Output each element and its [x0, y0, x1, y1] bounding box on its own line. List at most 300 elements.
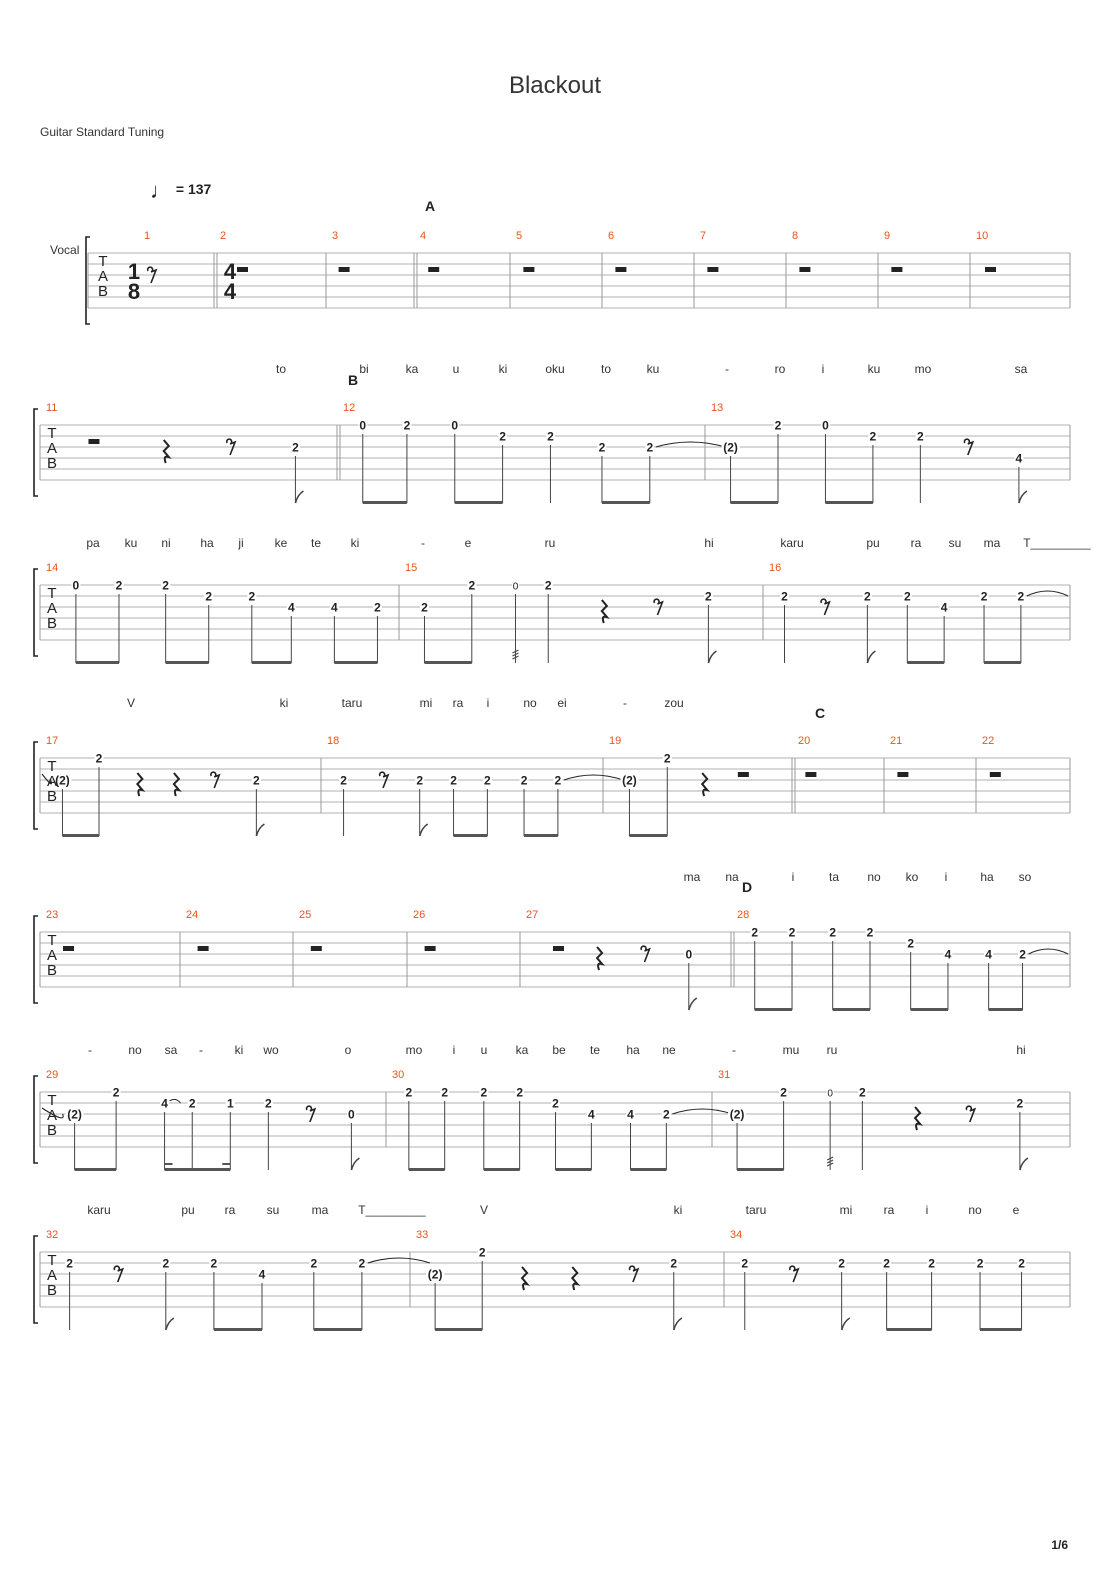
fret-number: 2	[780, 1085, 787, 1100]
lyric-syllable: be	[552, 1043, 566, 1057]
system-bracket	[34, 1076, 38, 1163]
eighth-flag	[1019, 491, 1027, 503]
measure-number: 18	[327, 735, 340, 747]
fret-number: 2	[928, 1256, 935, 1271]
tuning-label: Guitar Standard Tuning	[40, 125, 165, 139]
note-beam	[165, 1168, 231, 1171]
whole-rest	[799, 267, 810, 272]
lyric-syllable: su	[948, 536, 962, 550]
whole-rest	[428, 267, 439, 272]
tie-arc	[656, 442, 725, 447]
system-bracket	[34, 569, 38, 656]
fret-number: 2	[310, 1256, 318, 1271]
whole-rest	[897, 772, 908, 777]
measure-number: 14	[46, 562, 59, 574]
tab-clef-t: T	[98, 253, 108, 270]
eighth-flag	[256, 824, 264, 836]
lyric-syllable: u	[452, 362, 460, 376]
lyric-syllable: ki	[498, 362, 508, 376]
quarter-rest	[602, 600, 607, 623]
tab-clef-t: T	[47, 932, 57, 949]
system-bracket	[34, 1236, 38, 1323]
tie-arc	[672, 1109, 732, 1114]
note-beam	[631, 1168, 667, 1171]
fret-number: 4	[161, 1096, 168, 1111]
lyric-syllable: taru	[341, 696, 363, 710]
tab-clef-b: B	[46, 1282, 58, 1299]
fret-number: 2	[829, 925, 837, 940]
measure-number: 32	[46, 1229, 59, 1241]
fret-number: 2	[1019, 947, 1026, 962]
measure-number: 22	[982, 735, 995, 747]
measure-number: 16	[769, 562, 782, 574]
lyric-syllable: to	[275, 362, 287, 376]
quarter-rest	[915, 1107, 920, 1130]
tab-clef-a: A	[46, 1107, 58, 1124]
whole-rest	[198, 946, 209, 951]
section-marker: C	[814, 705, 826, 721]
section-marker: A	[424, 198, 436, 214]
note-beam	[166, 661, 209, 664]
lyric-syllable: no	[523, 696, 537, 710]
tab-clef-a: A	[46, 773, 58, 790]
whole-rest	[425, 946, 436, 951]
note-beam	[980, 1328, 1022, 1331]
eighth-flag	[674, 1318, 682, 1330]
lyric-syllable: ra	[883, 1203, 895, 1217]
measure-number: 24	[186, 909, 199, 921]
fret-number: 2	[859, 1085, 866, 1100]
fret-number: 4	[287, 600, 295, 615]
fret-number: 4	[258, 1267, 266, 1282]
note-beam	[363, 501, 407, 504]
lyric-syllable: i	[791, 870, 795, 884]
eighth-flag	[295, 491, 303, 503]
tab-clef-b: B	[97, 283, 109, 300]
quarter-rest	[597, 947, 602, 970]
lyric-syllable: mo	[914, 362, 932, 376]
fret-number: 2	[866, 925, 874, 940]
fret-number: 2	[112, 1085, 120, 1100]
lyric-syllable: ki	[350, 536, 360, 550]
tab-clef-a: A	[46, 947, 58, 964]
eighth-flag	[1020, 1158, 1028, 1170]
fret-number: 2	[484, 773, 491, 788]
lyric-syllable: T_________	[358, 1203, 426, 1217]
lyric-syllable: i	[486, 696, 490, 710]
fret-number: 2	[781, 589, 788, 604]
tempo-value: = 137	[175, 181, 212, 197]
system-bracket	[34, 916, 38, 1003]
tie-arc	[368, 1258, 430, 1263]
lyric-syllable: so	[1018, 870, 1032, 884]
note-beam	[524, 834, 558, 837]
eighth-flag	[867, 651, 875, 663]
measure-number: 6	[608, 230, 615, 242]
lyric-syllable: su	[266, 1203, 280, 1217]
note-beam	[314, 1328, 362, 1331]
fret-number: 2	[663, 1107, 670, 1122]
fret-number: 2	[980, 589, 988, 604]
fret-number: (2)	[427, 1267, 443, 1282]
measure-number: 8	[792, 230, 799, 242]
note-beam	[825, 501, 872, 504]
lyric-syllable: mo	[405, 1043, 423, 1057]
note-beam	[62, 834, 99, 837]
fret-number: 2	[205, 589, 213, 604]
tab-system	[34, 409, 1070, 504]
quarter-rest	[702, 773, 707, 796]
fret-number: 1	[226, 1096, 234, 1111]
lyric-syllable: ra	[452, 696, 464, 710]
whole-rest	[990, 772, 1001, 777]
half-rest	[553, 946, 564, 951]
measure-number: 29	[46, 1069, 59, 1081]
lyric-syllable: o	[344, 1043, 352, 1057]
fret-number: 2	[188, 1096, 196, 1111]
note-beam	[424, 661, 471, 664]
lyric-syllable: -	[421, 536, 425, 550]
fret-number: 2	[976, 1256, 984, 1271]
fret-number: (2)	[729, 1107, 745, 1122]
lyric-syllable: pu	[866, 536, 880, 550]
measure-number: 7	[700, 230, 707, 242]
fret-number: 2	[547, 429, 554, 444]
fret-number: 2	[340, 773, 347, 788]
lyric-syllable: pu	[181, 1203, 195, 1217]
fret-number: 2	[598, 440, 606, 455]
lyric-syllable: V	[479, 1203, 489, 1217]
note-beam	[833, 1008, 870, 1011]
tie-arc	[564, 775, 623, 780]
fret-number: 2	[499, 429, 506, 444]
tab-system	[34, 1236, 1070, 1331]
tab-system	[34, 916, 1070, 1011]
fret-number: 2	[788, 925, 796, 940]
fret-number: 4	[985, 947, 992, 962]
fret-number: 2	[741, 1256, 749, 1271]
fret-number: 0	[451, 418, 459, 433]
measure-number: 10	[976, 230, 989, 242]
instrument-label: Vocal	[50, 243, 80, 257]
note-beam	[455, 501, 503, 504]
tie-arc	[1027, 591, 1068, 596]
whole-rest	[985, 267, 996, 272]
fret-number: 2	[1017, 589, 1025, 604]
quarter-note-icon: ♩	[150, 178, 172, 203]
lyric-syllable: -	[88, 1043, 92, 1057]
lyric-syllable: te	[589, 1043, 601, 1057]
note-beam	[907, 661, 944, 664]
fret-number: 4	[588, 1107, 595, 1122]
fret-number: 2	[705, 589, 712, 604]
fret-number: (2)	[723, 440, 738, 455]
fret-number: 2	[869, 429, 877, 444]
fret-number: (2)	[67, 1107, 82, 1122]
lyric-syllable: ru	[544, 536, 556, 550]
fret-number: 0	[512, 581, 519, 593]
fret-number: 0	[827, 1088, 833, 1100]
fret-number: 0	[359, 418, 367, 433]
fret-number: 2	[265, 1096, 272, 1111]
lyric-syllable: karu	[87, 1203, 111, 1217]
note-beam	[409, 1168, 445, 1171]
lyric-syllable: ma	[983, 536, 1001, 550]
lyric-syllable: i	[821, 362, 825, 376]
fret-number: 2	[907, 936, 915, 951]
lyric-syllable: no	[968, 1203, 982, 1217]
fret-number: 4	[627, 1107, 634, 1122]
lyric-syllable: ku	[646, 362, 660, 376]
lyric-syllable: wo	[263, 1043, 279, 1057]
measure-number: 26	[413, 909, 426, 921]
fret-number: 4	[940, 600, 948, 615]
fret-number: 2	[162, 578, 169, 593]
fret-number: 2	[210, 1256, 218, 1271]
fret-number: 2	[358, 1256, 366, 1271]
measure-number: 30	[392, 1069, 405, 1081]
note-beam	[755, 1008, 792, 1011]
tab-clef-t: T	[47, 1252, 57, 1269]
quarter-rest	[572, 1267, 577, 1290]
lyric-syllable: ku	[124, 536, 138, 550]
lyric-syllable: ki	[673, 1203, 683, 1217]
measure-number: 19	[609, 735, 622, 747]
lyric-syllable: ha	[200, 536, 214, 550]
fret-number: 2	[95, 751, 103, 766]
fret-number: 2	[516, 1085, 524, 1100]
measure-number: 20	[798, 735, 811, 747]
quarter-rest	[137, 773, 142, 796]
lyric-syllable: ro	[774, 362, 786, 376]
tab-clef-b: B	[46, 455, 58, 472]
fret-number: 2	[670, 1256, 678, 1271]
lyric-syllable: ha	[626, 1043, 640, 1057]
fret-number: 2	[421, 600, 428, 615]
half-rest	[738, 772, 749, 777]
fret-number: 2	[292, 440, 299, 455]
lyric-syllable: hi	[704, 536, 714, 550]
lyric-syllable: ei	[557, 696, 567, 710]
fret-number: 2	[253, 773, 260, 788]
fret-number: 2	[66, 1256, 73, 1271]
fret-number: 2	[1018, 1256, 1025, 1271]
lyric-syllable: ta	[828, 870, 840, 884]
quarter-rest	[522, 1267, 527, 1290]
tab-clef-a: A	[97, 268, 109, 285]
note-beam	[76, 661, 119, 664]
tab-system	[34, 569, 1070, 664]
lyric-syllable: i	[944, 870, 948, 884]
lyric-syllable: T_________	[1023, 536, 1091, 550]
lyric-syllable: pa	[86, 536, 100, 550]
measure-number: 15	[405, 562, 418, 574]
fret-number: (2)	[55, 773, 70, 788]
lyric-syllable: ku	[867, 362, 881, 376]
whole-rest	[805, 772, 816, 777]
lyric-syllable: ru	[826, 1043, 838, 1057]
lyric-syllable: ni	[161, 536, 171, 550]
quarter-rest	[164, 440, 169, 463]
lyric-syllable: ma	[311, 1203, 329, 1217]
eighth-flag	[689, 998, 697, 1010]
measure-number: 34	[730, 1229, 743, 1241]
fret-number: 2	[416, 773, 424, 788]
lyric-syllable: V	[126, 696, 136, 710]
fret-number: 2	[115, 578, 123, 593]
half-rest	[88, 439, 99, 444]
whole-rest	[63, 946, 74, 951]
lyric-syllable: no	[867, 870, 881, 884]
lyric-syllable: bi	[359, 362, 369, 376]
time-sig-top: 4	[223, 259, 237, 284]
lyric-syllable: mi	[839, 1203, 853, 1217]
measure-number: 2	[220, 230, 227, 242]
fret-number: 2	[480, 1085, 488, 1100]
whole-rest	[615, 267, 626, 272]
slide-mark	[170, 1099, 181, 1103]
tab-clef-t: T	[47, 1092, 57, 1109]
page-number: 1/6	[1051, 1538, 1068, 1552]
fret-number: 2	[162, 1256, 170, 1271]
lyric-syllable: u	[480, 1043, 488, 1057]
note-beam	[214, 1328, 262, 1331]
eighth-flag	[708, 651, 716, 663]
fret-number: 2	[248, 589, 256, 604]
system-bracket	[34, 742, 38, 829]
measure-number: 25	[299, 909, 312, 921]
whole-rest	[891, 267, 902, 272]
note-beam	[75, 1168, 117, 1171]
measure-number: 11	[46, 402, 58, 414]
tab-clef-b: B	[46, 1122, 58, 1139]
fret-number: 2	[751, 925, 759, 940]
sixteenth-beam	[222, 1163, 230, 1165]
fret-number: 2	[663, 751, 671, 766]
note-beam	[556, 1168, 592, 1171]
eighth-flag	[166, 1318, 174, 1330]
lyric-syllable: mi	[419, 696, 433, 710]
fret-number: 2	[544, 578, 552, 593]
lyric-syllable: -	[623, 696, 627, 710]
fret-number: 2	[468, 578, 476, 593]
measure-number: 28	[737, 909, 750, 921]
fret-number: 0	[72, 578, 80, 593]
fret-number: 2	[403, 418, 411, 433]
note-beam	[984, 661, 1021, 664]
measure-number: 1	[144, 230, 151, 242]
fret-number: 2	[774, 418, 782, 433]
lyric-syllable: ki	[279, 696, 289, 710]
quarter-rest	[174, 773, 179, 796]
lyric-syllable: oku	[545, 362, 565, 376]
lyric-syllable: ra	[224, 1203, 236, 1217]
fret-number: 2	[838, 1256, 845, 1271]
whole-rest	[523, 267, 534, 272]
lyric-syllable: karu	[780, 536, 804, 550]
lyric-syllable: ma	[683, 870, 701, 884]
lyric-syllable: -	[732, 1043, 736, 1057]
lyric-syllable: ne	[662, 1043, 676, 1057]
measure-number: 9	[884, 230, 891, 242]
tab-system	[34, 1076, 1070, 1171]
eighth-flag	[842, 1318, 850, 1330]
measure-number: 33	[416, 1229, 429, 1241]
whole-rest	[237, 267, 248, 272]
tab-clef-t: T	[47, 585, 57, 602]
lyric-syllable: ra	[910, 536, 922, 550]
measure-number: 31	[718, 1069, 731, 1081]
section-marker: B	[347, 372, 359, 388]
lyric-syllable: ka	[405, 362, 419, 376]
system-bracket	[34, 409, 38, 496]
fret-number: 2	[441, 1085, 449, 1100]
fret-number: 2	[450, 773, 457, 788]
lyric-syllable: sa	[1014, 362, 1028, 376]
measure-number: 27	[526, 909, 539, 921]
lyric-syllable: ko	[905, 870, 919, 884]
tie-arc	[1029, 949, 1068, 954]
lyric-syllable: ke	[274, 536, 288, 550]
tab-clef-a: A	[46, 600, 58, 617]
eighth-flag	[420, 824, 428, 836]
fret-number: 2	[374, 600, 381, 615]
lyric-syllable: zou	[664, 696, 684, 710]
note-beam	[602, 501, 650, 504]
measure-number: 5	[516, 230, 523, 242]
lyric-syllable: hi	[1016, 1043, 1026, 1057]
lyric-syllable: i	[452, 1043, 456, 1057]
lyric-syllable: to	[600, 362, 612, 376]
measure-number: 12	[343, 402, 356, 414]
lyric-syllable: e	[1012, 1203, 1020, 1217]
section-marker: D	[741, 879, 753, 895]
time-sig-bottom: 4	[223, 279, 237, 304]
tab-clef-t: T	[47, 758, 57, 775]
lyric-syllable: -	[199, 1043, 203, 1057]
fret-number: 2	[917, 429, 924, 444]
fret-number: 0	[822, 418, 829, 433]
time-sig-top: 1	[127, 259, 141, 284]
eighth-flag	[351, 1158, 359, 1170]
lyric-syllable: e	[464, 536, 472, 550]
note-beam	[334, 661, 377, 664]
tab-clef-b: B	[46, 615, 58, 632]
note-beam	[484, 1168, 520, 1171]
lyric-syllable: taru	[745, 1203, 767, 1217]
fret-number: 2	[646, 440, 654, 455]
lyric-syllable: na	[725, 870, 739, 884]
tab-clef-b: B	[46, 962, 58, 979]
lyric-syllable: no	[128, 1043, 142, 1057]
tab-clef-a: A	[46, 1267, 58, 1284]
fret-number: 2	[552, 1096, 559, 1111]
fret-number: 0	[685, 947, 693, 962]
note-beam	[252, 661, 291, 664]
fret-number: 2	[554, 773, 562, 788]
tab-system	[34, 742, 1070, 837]
fret-number: 4	[331, 600, 338, 615]
lyric-syllable: i	[925, 1203, 929, 1217]
fret-number: 2	[864, 589, 871, 604]
lyric-syllable: mu	[782, 1043, 800, 1057]
lyric-syllable: ki	[234, 1043, 244, 1057]
lyric-syllable: sa	[164, 1043, 178, 1057]
fret-number: 2	[405, 1085, 413, 1100]
song-title: Blackout	[508, 72, 602, 99]
fret-number: 0	[348, 1107, 355, 1122]
note-beam	[454, 834, 488, 837]
